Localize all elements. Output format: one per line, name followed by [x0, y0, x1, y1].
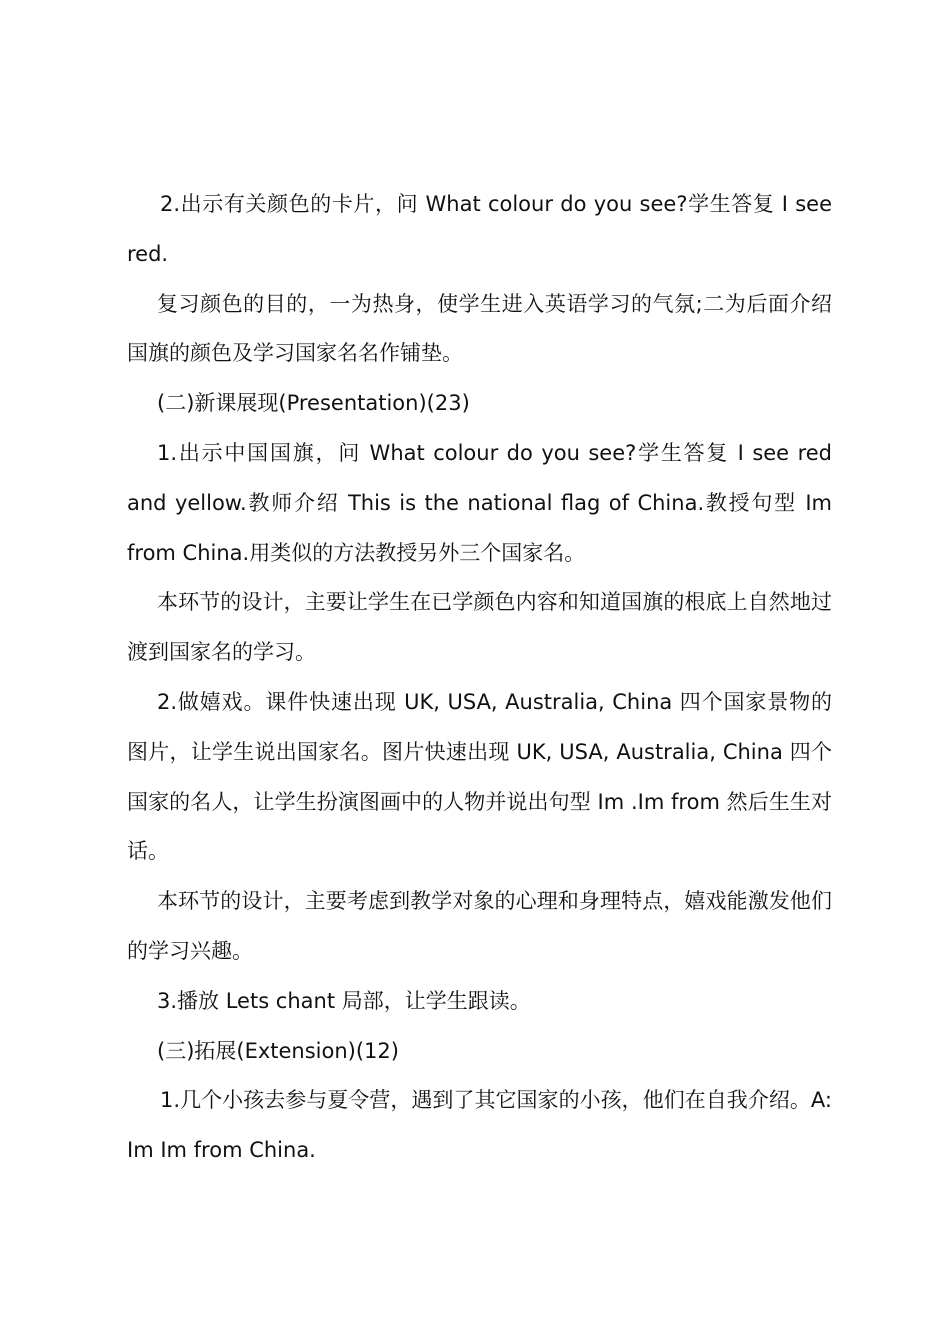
paragraph-design-note-flags: 本环节的设计，主要让学生在已学颜色内容和知道国旗的根底上自然地过渡到国家名的学习。 [127, 590, 832, 665]
paragraph-step-1-china-flag: 1.出示中国国旗，问 What colour do you see?学生答复 I see red and yellow.教师介绍 This is the national flag of China.教授句型 Im from China.用类似的方法教授另外三个国家名。 [127, 440, 832, 565]
paragraph-review-purpose: 复习颜色的目的，一为热身，使学生进入英语学习的气氛;二为后面介绍国旗的颜色及学习国家名名作铺垫。 [127, 291, 832, 366]
paragraph-step-3-chant: 3.播放 Lets chant 局部，让学生跟读。 [157, 988, 531, 1013]
document-page [127, 180, 832, 1176]
section-heading-presentation: (二)新课展现(Presentation)(23) [157, 391, 470, 416]
paragraph-design-note-game: 本环节的设计，主要考虑到教学对象的心理和身理特点，嬉戏能激发他们的学习兴趣。 [127, 889, 832, 963]
paragraph-step-2-color-cards: 2.出示有关颜色的卡片，问 What colour do you see?学生答复 I see red. [127, 192, 832, 266]
section-heading-extension: (三)拓展(Extension)(12) [157, 1038, 399, 1063]
paragraph-step-2-game: 2.做嬉戏。课件快速出现 UK, USA, Australia, China 四个国家景物的图片，让学生说出国家名。图片快速出现 UK, USA, Australia, China 四个国家的名人，让学生扮演图画中的人物并说出句型 Im .Im from 然后生生对话。 [127, 689, 832, 864]
paragraph-step-1-summer-camp: 1.几个小孩去参与夏令营，遇到了其它国家的小孩，他们在自我介绍。A: Im Im from China. [127, 1088, 832, 1163]
